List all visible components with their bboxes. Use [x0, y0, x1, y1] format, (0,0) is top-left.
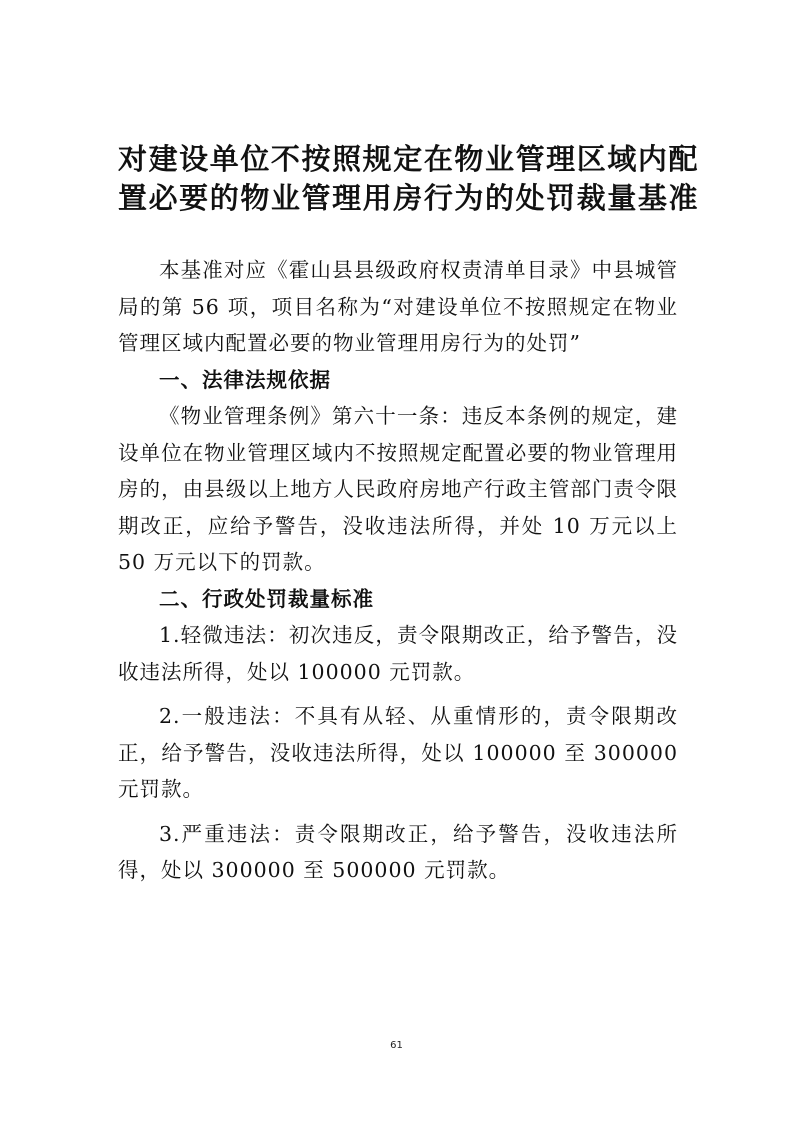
section-heading-legal-basis: 一、法律法规依据 — [159, 367, 331, 392]
penalty-item-minor: 1.轻微违法：初次违反，责令限期改正，给予警告，没收违法所得，处以 100000 元罚款。 — [118, 623, 678, 684]
spacer — [118, 690, 678, 698]
page-number: 61 — [390, 1040, 403, 1051]
section-heading-penalty-standard: 二、行政处罚裁量标准 — [159, 586, 374, 611]
document-body — [118, 252, 678, 889]
document-title — [118, 140, 698, 218]
intro-paragraph: 本基准对应《霍山县县级政府权责清单目录》中县城管局的第 56 项，项目名称为“对建设单位不按照规定在物业管理区域内配置必要的物业管理用房行为的处罚” — [118, 258, 678, 355]
penalty-item-general: 2.一般违法：不具有从轻、从重情形的，责令限期改正，给予警告，没收违法所得，处以 100000 至 300000 元罚款。 — [118, 704, 678, 801]
title-line-1: 对建设单位不按照规定在物业管理区域内配 — [118, 142, 698, 176]
spacer — [118, 808, 678, 816]
title-line-2: 置必要的物业管理用房行为的处罚裁量基准 — [118, 181, 698, 215]
penalty-item-serious: 3.严重违法：责令限期改正，给予警告，没收违法所得，处以 300000 至 500000 元罚款。 — [118, 821, 678, 882]
legal-basis-paragraph: 《物业管理条例》第六十一条：违反本条例的规定，建设单位在物业管理区域内不按照规定配置必要的物业管理用房的，由县级以上地方人民政府房地产行政主管部门责令限期改正，应给予警告，没收违法所得，并处 10 万元以上 50 万元以下的罚款。 — [118, 404, 678, 574]
